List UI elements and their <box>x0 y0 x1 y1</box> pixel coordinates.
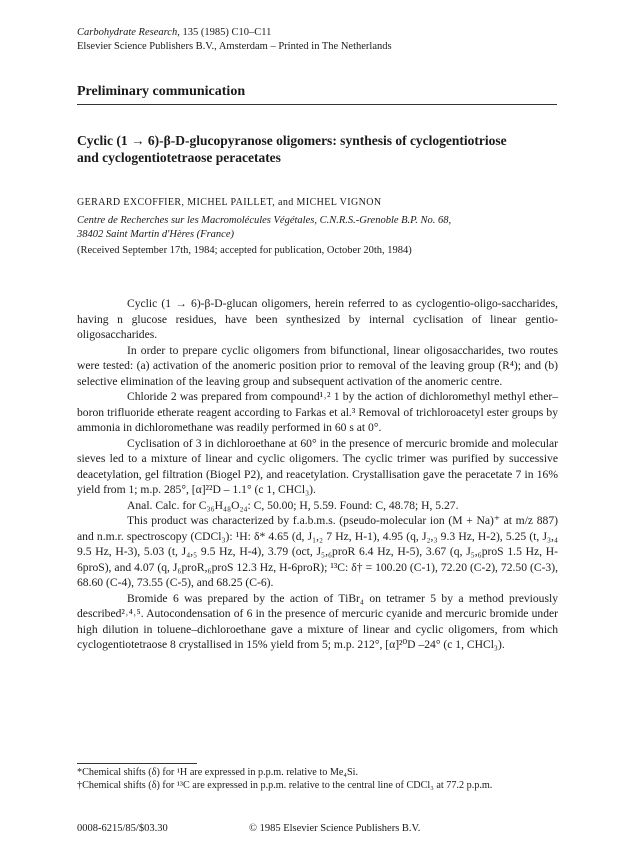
paragraph-4: Cyclisation of 3 in dichloroethane at 60° in the presence of mercuric bromide and molecular sieves led to a mixture of linear and cyclic oligomers. The cyclic trimer was purified by successive deacetylation, gel filtration (Biogel P2), and reacetylation. Crystallisation gave the peracetate 7 in 16% yield from 1; m.p. 285°, [α]²²D – 1.1° (c 1, CHCl₃). <box>77 436 558 496</box>
footnote-rule <box>77 763 197 764</box>
footnotes <box>77 766 558 792</box>
copyright: © 1985 Elsevier Science Publishers B.V. <box>249 823 421 834</box>
header-rule <box>77 104 557 105</box>
journal-citation-line <box>77 26 392 40</box>
title-line-2: and cyclogentiotetraose peracetates <box>77 150 281 165</box>
paragraph-3: Chloride 2 was prepared from compound¹˒² 1 by the action of dichloromethyl methyl ether–boron trifluoride etherate reagent according to Farkas et al.³ Removal of trichloroacetyl ester groups by ammonia in dichloromethane was readily performed in 60 s at 0°. <box>77 390 558 434</box>
affiliation <box>77 214 451 242</box>
footnote-1: *Chemical shifts (δ) for ¹H are expressed in p.p.m. relative to Me₄Si. <box>77 767 359 778</box>
affiliation-line-1: Centre de Recherches sur les Macromolécules Végétales, C.N.R.S.-Grenoble B.P. No. 68, <box>77 215 452 226</box>
paragraph-5: This product was characterized by f.a.b.m.s. (pseudo-molecular ion (M + Na)⁺ at m/z 887) and n.m.r. spectroscopy (CDCl₃): ¹H: δ* 4.65 (d, J₁,₂ 7 Hz, H-1), 4.95 (q, J₂,₃ 9.3 Hz, H-2), 5.25 (t, J₃,₄ 9.5 Hz, H-3), 5.03 (t, J₄,₅ 9.5 Hz, H-4), 3.79 (oct, J₅,₆proR 6.4 Hz, H-5), 3.67 (q, J₅,₆proS 1.5 Hz, H-6proS), and 4.07 (q, J₆proR,₆proS 12.3 Hz, H-6proR); ¹³C: δ† = 100.20 (C-1), 72.20 (C-2), 72.50 (C-3), 68.60 (C-4), 73.55 (C-5), and 68.25 (C-6). <box>77 514 558 589</box>
received-date: (Received September 17th, 1984; accepted for publication, October 20th, 1984) <box>77 245 412 256</box>
paragraph-2: In order to prepare cyclic oligomers from bifunctional, linear oligosaccharides, two routes were tested: (a) activation of the anomeric position prior to removal of the leaving group (R⁴); and (b) selective elimination of the leaving group and subsequent activation of the anomeric centre. <box>77 343 558 388</box>
affiliation-line-2: 38402 Saint Martin d'Hères (France) <box>77 229 234 240</box>
section-label: Preliminary communication <box>77 84 246 99</box>
article-body <box>77 296 558 653</box>
journal-header <box>77 26 392 54</box>
title-line-1: Cyclic (1 → 6)-β-D-glucopyranose oligomers: synthesis of cyclogentiotriose <box>77 133 507 148</box>
paragraph-6: Bromide 6 was prepared by the action of TiBr₄ on tetramer 5 by a method previously described²˒⁴˒⁵. Autocondensation of 6 in the presence of mercuric cyanide and mercuric bromide under high dilution in toluene–dichloroethane gave a mixture of linear and cyclic oligomers, from which cyclogentiotetraose 8 crystallised in 15% yield from 5; m.p. 212°, [α]²⁰D –24° (c 1, CHCl₃). <box>77 591 558 651</box>
paragraph-analysis: Anal. Calc. for C₃₆H₄₈O₂₄: C, 50.00; H, 5.59. Found: C, 48.78; H, 5.27. <box>127 498 459 512</box>
journal-citation: 135 (1985) C10–C11 <box>179 27 272 38</box>
authors: GERARD EXCOFFIER, MICHEL PAILLET, and MICHEL VIGNON <box>77 197 382 208</box>
page-footer <box>77 823 421 834</box>
issn-code: 0008-6215/85/$03.30 <box>77 823 168 834</box>
paragraph-1: Cyclic (1 → 6)-β-D-glucan oligomers, herein referred to as cyclogentio-oligo-saccharides, having n glucose residues, have been synthesized by internal cyclisation of linear gentio-oligosaccharides. <box>77 297 558 341</box>
article-title <box>77 132 557 166</box>
journal-name: Carbohydrate Research, <box>77 27 180 38</box>
footnote-2: †Chemical shifts (δ) for ¹³C are expressed in p.p.m. relative to the central line of CDCl₃ at 77.2 p.p.m. <box>77 780 493 791</box>
publisher-line: Elsevier Science Publishers B.V., Amsterdam – Printed in The Netherlands <box>77 41 392 52</box>
